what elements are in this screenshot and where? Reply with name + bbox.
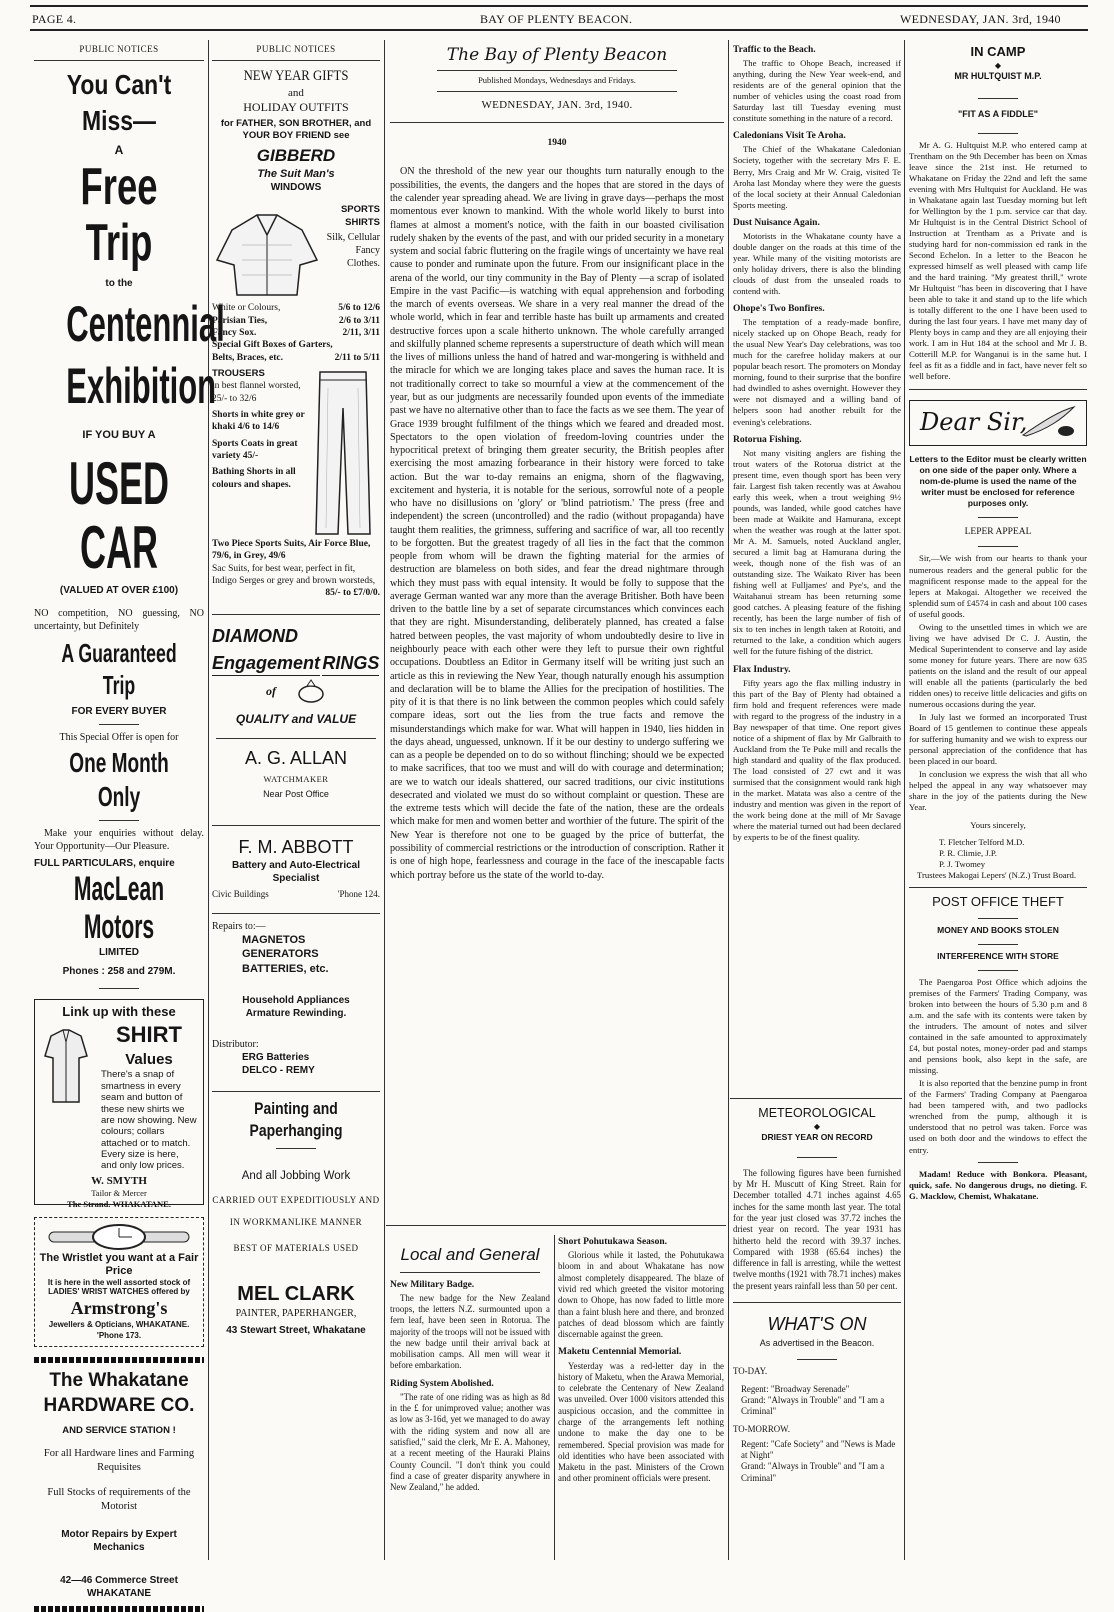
- article-text: The following figures have been furnished by Mr H. Muscutt of King Street. Rain for December totalled 4.71 inches against 4.65 inches for the same month last year. The total for the year just closed was 37.72 inches the driest year on record. The year 1931 has hitherto held the record with 39.37 inches. Compared with 1938 (65.64 inches) the difference in fall is arresting, while the wettest twelve months (1921 with 78.71 inches) makes the present years rainfall less than 50 per cent.: [733, 1167, 901, 1291]
- ad-text: Repairs to:—: [212, 921, 266, 933]
- ad-headline: Centennial: [66, 296, 225, 353]
- column-rule: [728, 40, 729, 1560]
- divider: [978, 98, 1018, 99]
- divider: [34, 1606, 204, 1612]
- ad-text: in best flannel worsted, 25/- to 32/6: [212, 381, 301, 404]
- column-rule: [384, 40, 385, 1560]
- ad-text: Distributor:: [212, 1039, 259, 1051]
- divider: [978, 970, 1018, 971]
- ad-text: SPORTS SHIRTS: [340, 204, 380, 228]
- article-text: Not many visiting anglers are fishing the trout waters of the Rotorua district at the present time, even though sport has been very fair. Largest fish taken recently was at Awahou early this week, when a trout weighing 9½ pounds, was landed, while good catches have been made at Waikite and Hamurana, except when the weather was rough at the latter spot. Mr A. M. Samuels, noted Auckland angler, secured a limit bag at Hamurana during the week, though none of the fish was of an outstanding size. The Waikato River has been fishing well at Fulljames' and Pye's, and the Waitahanui stream has been returning some good catches. A pleasing feature of the fishing recently, has been the large number of fish of six to ten inches in length taken at Rotoiti, and returned to the lake, a condition which augers well for the future fishing of the district.: [733, 447, 901, 657]
- column-1: [34, 44, 225, 1599]
- ad-text: Armature Rewinding.: [245, 1008, 347, 1020]
- ad-text: Household Appliances: [242, 995, 350, 1007]
- shirt-illustration-icon: [212, 200, 322, 300]
- divider: [797, 1359, 837, 1360]
- ad-headline: HOLIDAY OUTFITS: [243, 100, 349, 115]
- ad-headline: Free Trip: [80, 158, 158, 273]
- ad-headline: You Can't Miss—: [66, 68, 172, 137]
- column-rule: [904, 40, 905, 1560]
- section-title: Local and General: [400, 1245, 540, 1264]
- ad-headline: Exhibition: [66, 358, 217, 415]
- signatory: Trustees Makogai Lepers' (N.Z.) Trust Board.: [917, 869, 1077, 880]
- ad-text: A: [114, 143, 124, 158]
- ad-text: Motor Repairs by Expert Mechanics: [61, 1528, 177, 1553]
- ad-headline: Values: [125, 1050, 173, 1068]
- ad-text: CARRIED OUT EXPEDITIOUSLY AND IN WORKMANLIKE MANNER: [212, 1195, 380, 1227]
- article-text: The temptation of a ready-made bonfire, nicely stacked up on Ohope Beach, ready for the usual New Year's Day celebrations, was too much for the carefree holiday makers at our popular beach resort. The promoters on Monday morning, found to their surprise that the bonfire had dwindled to ashes overnight. However they were not dismayed and a willing band of helpers soon had another rebuilt for the evening's celebrations.: [733, 317, 901, 427]
- divider: [212, 913, 380, 914]
- ad-text: The Strand. WHAKATANE.: [67, 1199, 171, 1210]
- article-text: Motorists in the Whakatane county have a double danger on the roads at this time of the year. While many of the visiting motorists are only holiday drivers, there is also the blinding clouds of dust from the unsealed roads to contend with.: [733, 230, 901, 296]
- section-subtitle: "FIT AS A FIDDLE": [957, 109, 1039, 120]
- ad-text: NO competition, NO guessing, NO uncertainty, but Definitely: [34, 608, 204, 633]
- ad-text: (VALUED AT OVER £100): [59, 585, 179, 597]
- hardware-ad: [34, 1363, 204, 1605]
- article-text: Mr A. G. Hultquist M.P. who entered camp at Trentham on the 9th December has been on Xmas leave since the 21st inst. He returned to Whakatane on Friday the 22nd and left the same evening with Mrs Hultquist for Auckland. He was in Whakatane again last Tuesday morning but left for Wellington by the 1 p.m. service car that day. Mr Hultquist is in the Central District School of Instruction at Trentham as a Private and is studying hard for non-commission ed rank in the Second Echelon. In a letter to the Beacon he expressed himself as well pleased with camp life and the hard training. "My greatest thrill," wrote Mr Hultquist "has been in discovering that I have been able to take it and stand up to the life which is totally different to the one I have been used to during the last four years. I have met many day of Plenty boys in camp and they are all enjoying their work. I am in Hut 184 at the school and Mr J. B. Cotterill M.P. for Wanganui is in the same hut. I feel as fit as a fiddle and in fact, have never felt so well before.: [909, 139, 1087, 382]
- allan-ad: [212, 625, 380, 802]
- column-rule: [554, 1235, 555, 1560]
- ad-headline: USED CAR: [68, 450, 170, 582]
- editorial-text: ON the threshold of the new year our thoughts turn naturally enough to the possibilities, the events, the dangers and the hopes that are stored in the days of the calender year spreading ahead. We are living in grave days—perhaps the most momentous ever known to mankind. With the whole world likely to burst into flames at almost a moment's notice, with the faith in our boasted civilisation rudely shaken by the events of the past, and with our prided security in a monetary system and social fabric fluttering on the fragile wings of uncertainty we have real cause to ponder and ruminate upon the future. From our insignificant place in the arena of the world, our tiny community in the Bay of Plenty —a scrap of isolated Empire in the vast Pacific—is watching with equal apprehension and forboding the march of events overseas. We share in a very real manner the dread of the whole world, which in fear and terrible haste has built up armaments and created destructive forces upon a scale hitherto unknown. The whole carefully arranged and skilfully planned scheme represents a superstructure of death which will mean the lives of millions unless the hand of hatred and war-mongering is withheld and the miracle for which we are longing takes place and saves the human race. It is not traditionally correct to take so mournful a view at the commencement of the year, but as our judgments are necessarily founded upon events of the immediate past we have no alternative other than to face the facts as we see them. The year of Grace 1939 brought fulfilment of the things which we feared and dreaded most. Spectators to the open violation of freedom-loving countries under the hypocritical pretext of bringing them greater security, the British peoples after exercising the most amazing forbearance in their history were forced to take action. But the war to-day remains an enigma, shorn of the flagwaving, excitement and hysteria, it is notable for the serious, sorrowful note of a people who have no disillusions on 'glory' or 'blind patriotism.' The press (free and independent) the screen (uncontrolled) and the radio (without propaganda) have taught them realities, the grimness, suffering and sacrifice of war, all too recently to be forgotten. But the greatest tragedy of all lies in the fact that the common people from whom will be drawn the fighting material for the armies of destruction are blameless on both sides, and fear the dread nightmare through which they must pass with equal intensity. It would be folly to suppose that the average German wanted war any more than the average Britisher. Both have been driven to the battle line by a set of separate circumstances which convinces each that they are right. Misunderstanding, deliberately planned, has created a false hatred between peoples, the vast majority of whom undoubtedly desire to live in neighbourly peace with each other were they left to pursue their own rightful occupations. Doubtless an Editor in Germany itself will be writing just such an article as this in reviewing the New Year, though naturally enough his assumption and declaration will be to blame the Allies for the precipation of hostilities. The pity of it is that there is no link between the common peoples which could safely compare ideas, sort out the lies from the true facts and remove the misunderstandings which make for war. What will happen in 1940, lies hidden in the days ahead, unguessed, unknown. If it be our destiny to undergo suffering we can as a people be depended on to do so without flinching; should we be expected to make sacrifices, that too we must and will do with courage and determination; are we to watch our ideals shattered, our sacred traditions, our civic institutions desecrated and violated we must do so without complaint or question. These are the extreme tests which will decide the fate of the nation, these are the ordeals which make for men and women better and worthier of the future. The spirit of the New Year is therefore not one to be guaged by the price of butterfat, the possibility of commercial restrictions or the introduction of conscription. Rather it is one of high hope, fearlessness and courage in the face of the inescapable facts which portray before us the state of the world to-day.: [390, 166, 724, 881]
- listing-day: TO-MORROW.: [733, 1423, 790, 1434]
- article-text: Fifty years ago the flax milling industry in this part of the Bay of Plenty had obtained a firm hold and frequent references were made with regard to the progress of the industry in a Bay newspaper of that time. One report gives notice of a shipment of flax by Mr Galbraith to Auckland from the Te Puke mill and recalls the high standard and quality of the flax produced. The load consisted of 27 cwt and it was surmised that the consignment would rank high in the market. Matata was also a centre of the industry and mention was given in the report of the work being done at the mill of Mr Savage where the material turned out had been declared by experts to be of the finest quality.: [733, 677, 901, 843]
- ad-text: for FATHER, SON BROTHER, and YOUR BOY FRIEND see: [220, 118, 372, 142]
- ad-headline: MEL CLARK: [237, 1283, 355, 1306]
- ad-text: PAINTER, PAPERHANGER,: [235, 1308, 357, 1320]
- bonkora-ad: Madam! Reduce with Bonkora. Pleasant, quick, safe. No dangerous drugs, no dieting. F. G. Macklow, Chemist, Whakatane.: [909, 1168, 1087, 1201]
- ad-text: LIMITED: [99, 947, 139, 959]
- ad-text: WATCHMAKER: [263, 774, 329, 785]
- header-rule: [30, 29, 1088, 31]
- ad-headline: RINGS: [322, 652, 379, 676]
- article-heading: Rotorua Fishing.: [733, 434, 802, 445]
- divider: [99, 820, 139, 821]
- wristwatch-icon: [44, 1222, 194, 1252]
- ad-headline: MacLean Motors: [73, 870, 165, 947]
- ad-text: IF YOU BUY A: [82, 429, 156, 442]
- ad-headline: Engagement: [212, 652, 320, 676]
- ad-headline: GIBBERD: [256, 145, 336, 165]
- ad-text: AND SERVICE STATION !: [62, 1424, 176, 1436]
- price-item: Parisian Ties,: [212, 315, 268, 326]
- price-item: White or Colours,: [212, 303, 281, 314]
- divider: [909, 887, 1087, 888]
- divider: [437, 91, 677, 92]
- ad-text: And all Jobbing Work: [241, 1170, 351, 1183]
- ad-text: 42—46 Commerce Street: [60, 1574, 178, 1586]
- signatory: T. Fletcher Telford M.D.: [939, 836, 1025, 847]
- ad-text: Civic Buildings: [212, 889, 269, 900]
- banner-text: Dear Sir,: [920, 408, 1028, 437]
- quill-pen-icon: [1018, 405, 1078, 439]
- dear-sir-banner: [909, 400, 1087, 446]
- divider: [386, 1225, 726, 1226]
- column-5: IN CAMP ◆ MR HULTQUIST M.P. "FIT AS A FIDDLE" Mr A. G. Hultquist M.P. who entered camp at Trentham on the 9th December has been on Xmas leave since the 21st inst. He returned to Whakatane on Friday the 22nd and left the same evening with Mrs Hultquist for Auckland. He was in Whakatane again last Tuesday morning but left for Wellington by the 1 p.m. service car that day. Mr Hultquist is in the Central District School of Instruction at Trentham as a Private and is studying hard for non-commission ed rank in the Second Echelon. In a letter to the Beacon he expressed himself as well pleased with camp life and the hard training. "My greatest thrill," wrote Mr Hultquist "has been in discovering that I have been able to take it and stand up to the life which is totally different to the one I have been used to during the last four years. I have met many day of Plenty boys in camp and they are all enjoying their work. I am in Hut 184 at the school and Mr J. B. Cotterill M.P. for Wanganui is in the same hut. I feel as fit as a fiddle and in fact, have never felt so well before. Dear Sir, Letters to the Editor must be clearly written on one side of the paper only. Where a nom-de-plume is used the name of the writer must be enclosed for reference purposes only. LEPER APPEAL Sir,—We wish from our hearts to thank your numerous readers and the general public for the magnificent response made to the appeal for the lepers at Makogai. Altogether we received the splendid sum of £4574 in cash and about 100 cases of useful goods. Owing to the unsettled times in which we are living we have advised Dr C. J. Austin, the Medical Superintendent to conserve and lay aside some money for future years. There are now 635 patients on the island and the result of our appeal will enable all the patients (particularly the bed ridden ones) to receive little delicacies and gifts on numerous occasions during the year. In July last we formed an incorporated Trust Board of 15 gentlemen to continue these appeals for suffering humanity and we wish to express our personal appreciation of the confidence that has been placed in our board. In conclusion we express the wish that all who helped the appeal in any way whatsoever may share in the joy of the patients during the New Year. Yours sincerely, T. Fletcher Telford M.D. P. R. Climie, J.P. P. J. Twomey Trustees Makogai Lepers' (N.Z.) Trust Board. POST OFFICE THEFT MONEY AND BOOKS STOLEN INTERFERENCE WITH STORE The Paengaroa Post Office which adjoins the premises of the Farmers' Trading Company, was broken into between the hours of 5.30 p.m and 8 a.m. and the safe with its contents were taken by the intruders. The amount of notes and silver contained in the safe amounted to approximately £4, but postal notes, money-order pad and stamps and pensions book, also kept in the safe, are missing. It is also reported that the benzine pump in front of the Farmers' Trading Company at Paengaroa had been tampered with, and two padlocks wrenched from the pump, although it is understood that no petrol was taken. Force was used on both door and the windows to effect the entry. Madam! Reduce with Bonkora. Pleasant, quick, safe. No dangerous drugs, no dieting. F. G. Macklow, Chemist, Whakatane.: [909, 44, 1087, 1201]
- article-heading: Ohope's Two Bonfires.: [733, 304, 825, 315]
- paper-name: BAY OF PLENTY BEACON.: [480, 12, 633, 26]
- ad-headline: DIAMOND: [212, 625, 298, 646]
- article-text: The new badge for the New Zealand troops, the letters N.Z. surmounted upon a fern leaf, have been seen in Rotorua. The majority of the troops will not be issued with the new badge until their arrival back at mobilisation camps. All men will wear it before embarkation.: [390, 1292, 550, 1371]
- price-row: [212, 339, 380, 351]
- divider: [437, 70, 677, 71]
- ad-headline: Painting and Paperhanging: [249, 1099, 343, 1141]
- section-title: IN CAMP: [970, 44, 1026, 59]
- article-text: Glorious while it lasted, the Pohutukawa bloom in and about Whakatane has now almost completely disappeared. The blaze of vivid red which greeted the visitor motoring down to Ohope, has now faded to little more than a faint blush here and there, and bronzed patches of dead blossom which are faintly discernable against the green.: [558, 1250, 724, 1340]
- ad-text: It is here in the well assorted stock of LADIES' WRIST WATCHES offered by: [47, 1277, 191, 1297]
- ad-text: Jewellers & Opticians, WHAKATANE. 'Phone 173.: [48, 1320, 190, 1340]
- divider: [216, 738, 376, 739]
- ad-text: Shorts in white grey or khaki 4/6 to 14/6: [212, 409, 305, 433]
- divider: [99, 724, 139, 725]
- price-value: 2/11 to 5/11: [334, 352, 380, 363]
- section-subtitle: MR HULTQUIST M.P.: [954, 70, 1042, 81]
- ad-text: MAGNETOS: [242, 934, 306, 947]
- article-heading: Caledonians Visit Te Aroha.: [733, 131, 846, 142]
- ad-headline: F. M. ABBOTT: [238, 837, 354, 858]
- ad-text: 43 Stewart Street, Whakatane: [226, 1325, 366, 1337]
- price-row: [212, 327, 380, 339]
- ad-text: Sports Coats in great variety 45/-: [212, 438, 298, 461]
- ad-text: Phones : 258 and 279M.: [62, 966, 176, 978]
- article-text: Owing to the unsettled times in which we are living we have advised Dr C. J. Austin, the Medical Superintendent to conserve and lay aside some money for future years. There are now 635 patients on the island and the result of our appeal will enable all the patients (particularly the bed ridden ones) to receive little delicacies and gifts on numerous occasions during the year.: [909, 621, 1087, 710]
- ad-text: Make your enquiries without delay. Your Opportunity—Our Pleasure.: [34, 828, 204, 853]
- ad-text: to the: [105, 278, 133, 290]
- section-subtitle: INTERFERENCE WITH STORE: [937, 951, 1059, 962]
- price-value: 5/6 to 12/6: [338, 303, 380, 314]
- divider: [390, 122, 724, 123]
- divider: [978, 918, 1018, 919]
- editorial-title: 1940: [547, 137, 567, 148]
- article-text: The Paengaroa Post Office which adjoins the premises of the Farmers' Trading Company, was broken into between the hours of 5.30 p.m and 8 a.m. and the safe with its contents were taken by the intruders. The amount of notes and silver contained in the safe amounted to approximately £4, but postal notes, money-order pad and stamps and pensions book, also kept in the safe, are missing.: [909, 976, 1087, 1076]
- ad-text: For all Hardware lines and Farming Requisites: [43, 1448, 195, 1473]
- issue-date: WEDNESDAY, JAN. 3rd, 1940: [900, 12, 1061, 26]
- divider: [730, 1098, 902, 1099]
- ad-text: QUALITY and VALUE: [235, 712, 357, 727]
- divider: [212, 614, 380, 615]
- divider: [212, 1091, 380, 1092]
- section-label: PUBLIC NOTICES: [256, 44, 336, 54]
- article-text: In conclusion we express the wish that all who helped the appeal in any way whatsoever may share in the joy of the patients during the New Year.: [909, 769, 1087, 813]
- shirt-icon: [41, 1026, 91, 1106]
- used-car-ad: [34, 67, 225, 979]
- gibberd-ad: [212, 67, 380, 600]
- divider: [400, 1272, 540, 1273]
- page-number: PAGE 4.: [32, 12, 77, 26]
- ad-text: Battery and Auto-Electrical Specialist: [232, 860, 360, 885]
- price-item: Fancy Sox.: [212, 327, 257, 338]
- letters-notice: Letters to the Editor must be clearly written on one side of the paper only. Where a nom-de-plume is used the name of the writer must be enclosed for reference purposes only.: [909, 453, 1087, 509]
- divider: [978, 1162, 1018, 1163]
- masthead: The Bay of Plenty Beacon: [446, 45, 668, 65]
- ad-text: DELCO - REMY: [242, 1065, 315, 1077]
- ad-headline: The Whakatane: [49, 1370, 189, 1392]
- section-label: PUBLIC NOTICES: [79, 44, 159, 54]
- ad-headline: A Guaranteed Trip: [61, 638, 177, 701]
- article-text: The traffic to Ohope Beach, increased if anything, during the New Year week-end, and residents are of the general opinion that the number of vehicles using the coast road from Saturday last till Tuesday evening must constitute something in the nature of a record.: [733, 58, 901, 124]
- divider: [978, 546, 1018, 547]
- ad-text: FOR EVERY BUYER: [71, 706, 167, 718]
- divider: [733, 1302, 901, 1303]
- price-item: Special Gift Boxes of Garters,: [212, 340, 333, 351]
- abbott-ad: [212, 836, 380, 1077]
- ad-text: Silk, Cellular Fancy Clothes.: [326, 231, 380, 269]
- ad-text: WINDOWS: [270, 182, 322, 194]
- article-text: Sir,—We wish from our hearts to thank your numerous readers and the general public for the magnificent response made to the appeal for the lepers at Makogai. Altogether we received the splendid sum of £4574 in cash and about 100 cases of useful goods.: [909, 553, 1087, 619]
- divider: [34, 60, 204, 61]
- article-text: The Chief of the Whakatane Caledonian Society, together with the secretary Mrs F. E. Berry, Mrs Craig and Mr W. Craig, visited Te Aroha last Monday where they were the guests of the local society at their Annual Caledonian Sports meeting.: [733, 144, 901, 210]
- price-row: [212, 352, 380, 364]
- section-subtitle: As advertised in the Beacon.: [759, 1337, 875, 1348]
- listing-item: Regent: "Broadway Serenade": [741, 1383, 850, 1394]
- article-heading: Short Pohutukawa Season.: [558, 1237, 668, 1247]
- article-text: It is also reported that the benzine pump in front of the Farmers' Trading Company at Paengaroa had been tampered with, and two padlocks wrenched from the pump, although it is understood that no petrol was taken. Force was used on both door and the windows to effect the entry.: [909, 1078, 1087, 1155]
- ad-text: W. SMYTH: [91, 1174, 147, 1187]
- column-3: [390, 44, 724, 1234]
- article-heading: Riding System Abolished.: [390, 1378, 494, 1389]
- ad-text: WHAKATANE: [86, 1587, 152, 1599]
- ad-text: TROUSERS: [212, 367, 265, 379]
- top-rule: [30, 5, 1088, 7]
- meteorological-section: METEOROLOGICAL ◆ DRIEST YEAR ON RECORD The following figures have been furnished by Mr H. Muscutt of King Street. Rain for December totalled 4.71 inches against 4.65 inches for the same month last year. The total for the year just closed was 37.72 inches the driest year on record. The year 1931 has hitherto held the record with 39.37 inches. Compared with 1938 (65.64 inches) the difference in fall is arresting, while the wettest twelve months (1921 with 78.71 inches) makes the present years rainfall less than 50 per cent. WHAT'S ON As advertised in the Beacon. TO-DAY. Regent: "Broadway Serenade" Grand: "Always in Trouble" and "I am a Criminal" TO-MORROW. Regent: "Cafe Society" and "News is Made at Night" Grand: "Always in Trouble" and "I am a Criminal": [733, 1106, 901, 1483]
- article-heading: Maketu Centennial Memorial.: [558, 1347, 682, 1358]
- ad-text: ERG Batteries: [242, 1052, 310, 1064]
- publication-days: Published Mondays, Wednesdays and Fridays.: [478, 75, 636, 86]
- ad-text: Tailor & Mercer: [91, 1188, 147, 1199]
- price-item: Belts, Braces, etc.: [212, 352, 283, 363]
- section-title: POST OFFICE THEFT: [932, 893, 1064, 909]
- price-value: 2/11, 3/11: [342, 327, 380, 338]
- ad-text: 'Phone 124.: [337, 889, 380, 900]
- ad-headline: The Wristlet you want at a Fair Price: [39, 1252, 199, 1277]
- section-title: WHAT'S ON: [767, 1314, 867, 1335]
- divider: [978, 133, 1018, 134]
- ad-headline: HARDWARE CO.: [43, 1395, 195, 1417]
- price-row: [212, 315, 380, 327]
- section-subtitle: DRIEST YEAR ON RECORD: [761, 1132, 873, 1143]
- ad-text: of: [266, 683, 276, 698]
- listing-item: Grand: "Always in Trouble" and "I am a Criminal": [741, 1394, 885, 1417]
- article-text: In July last we formed an incorporated Trust Board of 15 gentlemen to continue these appeals for suffering humanity and we wish to express our personal appreciation of the confidence that has been placed in our board.: [909, 712, 1087, 767]
- clark-ad: [212, 1098, 380, 1337]
- article-heading: Flax Industry.: [733, 664, 791, 675]
- ad-text: Sac Suits, for best wear, perfect in fit, Indigo Serges or grey and brown worsteds,: [212, 563, 376, 586]
- ad-text: Bathing Shorts in all colours and shapes.: [212, 467, 296, 490]
- divider: [99, 988, 139, 989]
- divider: [978, 517, 1018, 518]
- ad-text: Full Stocks of requirements of the Motorist: [47, 1487, 191, 1512]
- local-general-right: [558, 1236, 724, 1560]
- divider: [276, 1148, 316, 1149]
- editorial-date: WEDNESDAY, JAN. 3rd, 1940.: [481, 98, 633, 111]
- ring-icon: [296, 678, 326, 704]
- ad-headline: NEW YEAR GIFTS: [243, 67, 349, 84]
- ad-text: BATTERIES, etc.: [242, 962, 329, 975]
- divider: [978, 944, 1018, 945]
- trousers-icon: [308, 368, 378, 538]
- ad-headline: Armstrong's: [70, 1297, 168, 1318]
- local-general-left: [390, 1236, 550, 1560]
- ad-text: Near Post Office: [263, 789, 329, 800]
- ad-text: 85/- to £7/0/0.: [325, 588, 380, 599]
- column-4-news: [733, 44, 901, 1114]
- ad-text: BEST OF MATERIALS USED: [233, 1243, 359, 1254]
- ad-headline: A. G. ALLAN: [244, 747, 348, 768]
- divider: [797, 1157, 837, 1158]
- ad-text: Two Piece Sports Suits, Air Force Blue, 79/6, in Grey, 49/6: [212, 538, 371, 562]
- signatory: P. R. Climie, J.P.: [939, 847, 997, 858]
- ad-text: GENERATORS: [242, 948, 319, 961]
- price-row: [212, 302, 380, 314]
- divider: [212, 60, 380, 61]
- ad-headline: Link up with these: [62, 1004, 176, 1020]
- section-title: LEPER APPEAL: [964, 527, 1032, 538]
- ad-headline: SHIRT: [116, 1022, 182, 1048]
- divider: [909, 389, 1087, 390]
- article-text: Yesterday was a red-letter day in the history of Maketu, when the Arawa Memorial, to celebrate the Centenary of New Zealand was unveiled. Over 1000 visitors attended this auspicious occasion, and the committee in charge of the arrangements left nothing undone to make the day one to be remembered. Special provision was made for old identities who have been associated with Maketu in the past. Ministers of the Crown and other prominent officials were present.: [558, 1360, 724, 1484]
- signatory: P. J. Twomey: [939, 858, 986, 869]
- ad-text: This Special Offer is open for: [59, 732, 179, 744]
- column-rule: [208, 40, 209, 1560]
- section-title: METEOROLOGICAL: [758, 1106, 876, 1120]
- listing-item: Regent: "Cafe Society" and "News is Made at Night": [741, 1438, 896, 1461]
- ad-text: There's a snap of smartness in every seam and button of these new shirts we are now showing. New colours; collars attached or to match. Every size is here, and only low prices.: [101, 1069, 197, 1172]
- price-value: 2/6 to 3/11: [338, 315, 380, 326]
- watch-ad: [34, 1217, 204, 1347]
- divider: [212, 825, 380, 826]
- ad-text: The Suit Man's: [257, 167, 335, 180]
- ad-headline: One Month Only: [69, 747, 169, 813]
- listing-item: Grand: "Always in Trouble" and "I am a Criminal": [741, 1461, 885, 1483]
- listing-day: TO-DAY.: [733, 1366, 768, 1377]
- column-2: [212, 44, 380, 1559]
- section-subtitle: MONEY AND BOOKS STOLEN: [937, 925, 1059, 936]
- article-heading: Traffic to the Beach.: [733, 45, 816, 55]
- article-text: "The rate of one riding was as high as 8d in the £ for unimproved value; another was as low as 3-16d, yet we managed to do away with the riding system and now all are satisfied," said the clerk, Mr E. A. Mahoney, at a recent meeting of the Hauraki Plains County Council. "I don't think you could find a case of greater disparity anywhere in New Zealand," he added.: [390, 1391, 550, 1493]
- ad-text: and: [288, 87, 304, 100]
- price-list: [212, 302, 380, 364]
- ad-text: FULL PARTICULARS, enquire: [34, 858, 175, 870]
- article-heading: Dust Nuisance Again.: [733, 217, 820, 228]
- article-heading: New Military Badge.: [390, 1279, 475, 1290]
- shirt-ad: [34, 999, 204, 1210]
- letter-closing: Yours sincerely,: [970, 819, 1026, 830]
